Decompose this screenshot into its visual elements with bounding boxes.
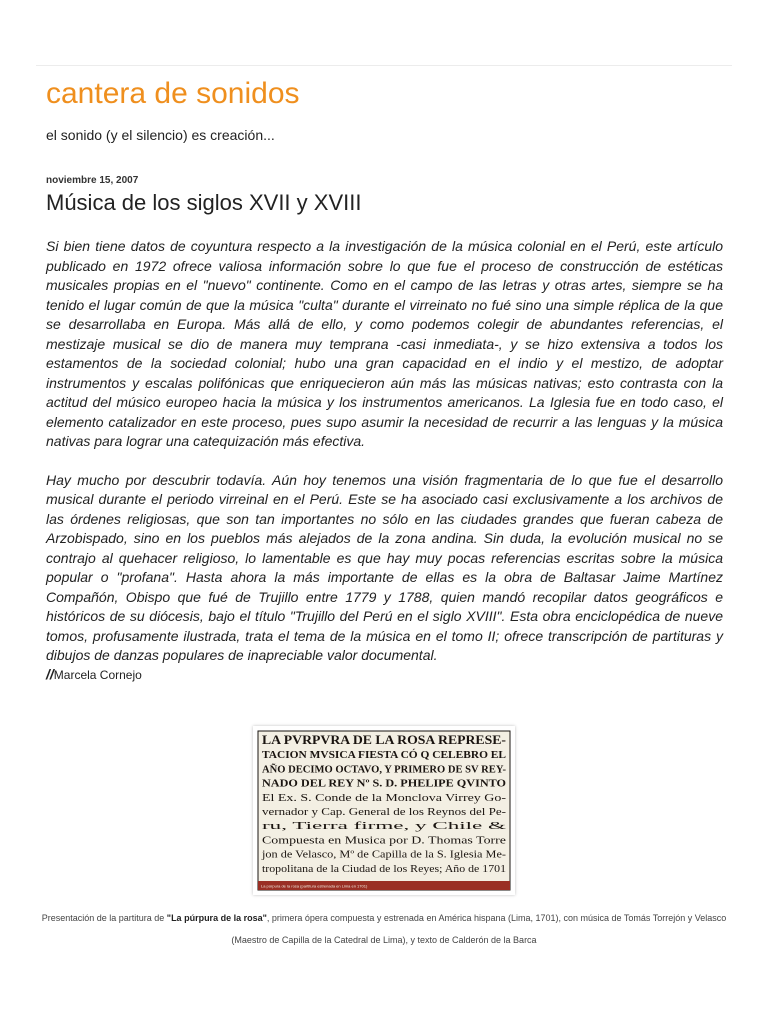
blog-description: el sonido (y el silencio) es creación... xyxy=(46,127,275,143)
blog-title-link[interactable]: cantera de sonidos xyxy=(46,77,300,110)
post-paragraph-1: Si bien tiene datos de coyuntura respecto a la investigación de la música colonial en el Perú, este artículo publicado en 1972 ofrece valiosa información sobre lo que fue el proceso de construcción de estéticas musicales propias en el "nuevo" continente. Como en el campo de las letras y otras artes, siempre se ha tenido el lugar común de que la música "culta" durante el virreinato no fué sino una simple réplica de la que se desarrollaba en Europa. Más allá de ello, y como podemos colegir de abundantes referencias, el mestizaje musical se dio de manera muy temprana -casi inmediata-, y se hizo extensiva a todos los estamentos de la sociedad colonial; hubo una gran capacidad en el indio y el mestizo, de adoptar instrumentos y escalas polifónicas que enriquecieron aún más las músicas nativas; esto contrasta con la actitud del músico europeo hacia la música y los instrumentos americanos. La Iglesia fue en todo caso, el elemento catalizador en este proceso, pues supo asumir la necesidad de recurrir a las lenguas y la música nativas para lograr una catequización más efectiva. xyxy=(46,238,723,449)
score-text-line: tropolitana de la Ciudad de los Reyes; Año de 1701 xyxy=(262,863,506,875)
score-text-line: LA PVRPVRA DE LA ROSA REPRESE- xyxy=(262,732,506,747)
signature-author: Marcela Cornejo xyxy=(53,667,142,682)
score-footer-text: La púrpura de la rosa (partitura estrenada en Lima en 1701) xyxy=(261,883,368,889)
post-paragraph-2: Hay mucho por descubrir todavía. Aún hoy tenemos una visión fragmentaria de lo que fue el desarrollo musical durante el periodo virreinal en el Perú. Este se ha asociado casi exclusivamente a los archivos de las órdenes religiosas, que son tan importantes no sólo en las ciudades grandes que fueran cabeza de Arzobispado, sino en los pueblos más alejados de la zona andina. Sin duda, la evolución musical no se contrajo al quehacer religioso, lo lamentable es que hay muy pocas referencias escritas sobre la música popular o "profana". Hasta ahora la más importante de ellas es la obra de Baltasar Jaime Martínez Compañón, Obispo que fué de Trujillo entre 1779 y 1788, quien mandó recopilar datos geográficos e históricos de su diócesis, bajo el título "Trujillo del Perú en el siglo XVIII". Esta obra enciclopédica de nueve tomos, profusamente ilustrada, trata el tema de la música en el tomo II; ofrece transcripción de partituras y dibujos de danzas populares de inapreciable valor documental. xyxy=(46,471,723,663)
score-text-line: NADO DEL REY Nº S. D. PHELIPE QVINTO xyxy=(262,778,506,790)
score-text-line: AÑO DECIMO OCTAVO, Y PRIMERO DE SV REY- xyxy=(262,764,505,776)
post-signature xyxy=(46,666,723,683)
score-text-line: El Ex. S. Conde de la Monclova Virrey Go- xyxy=(262,792,507,804)
post-date: noviembre 15, 2007 xyxy=(46,175,139,186)
caption-rest: , primera ópera compuesta y estrenada en América hispana (Lima, 1701), con música de Tomás Torrejón y Velasco (Maestro de Capilla de la Catedral de Lima), y texto de Calderón de la Barca xyxy=(231,913,727,945)
post-title[interactable]: Música de los siglos XVII y XVIII xyxy=(46,190,362,215)
score-text-line: jon de Velasco, Mº de Capilla de la S. Iglesia Me- xyxy=(260,849,507,861)
score-text-line: TACION MVSICA FIESTA CÓ Q CELEBRO EL xyxy=(262,750,487,762)
score-title-page-image[interactable] xyxy=(253,726,515,895)
caption-lead: Presentación de la partitura de xyxy=(41,913,167,923)
score-text-line: Compuesta en Musica por D. Thomas Torre xyxy=(262,835,507,847)
header-divider xyxy=(36,65,732,66)
caption-work-title: "La púrpura de la rosa" xyxy=(166,913,267,923)
signature-slashes: // xyxy=(46,665,54,682)
score-text-line: vernador y Cap. General de los Reynos del Pe- xyxy=(262,807,507,818)
figure-caption xyxy=(40,907,728,951)
score-text-line: ru, Tierra firme, y Chile & xyxy=(262,821,506,833)
post-body xyxy=(46,237,723,683)
score-image-svg xyxy=(253,726,515,895)
